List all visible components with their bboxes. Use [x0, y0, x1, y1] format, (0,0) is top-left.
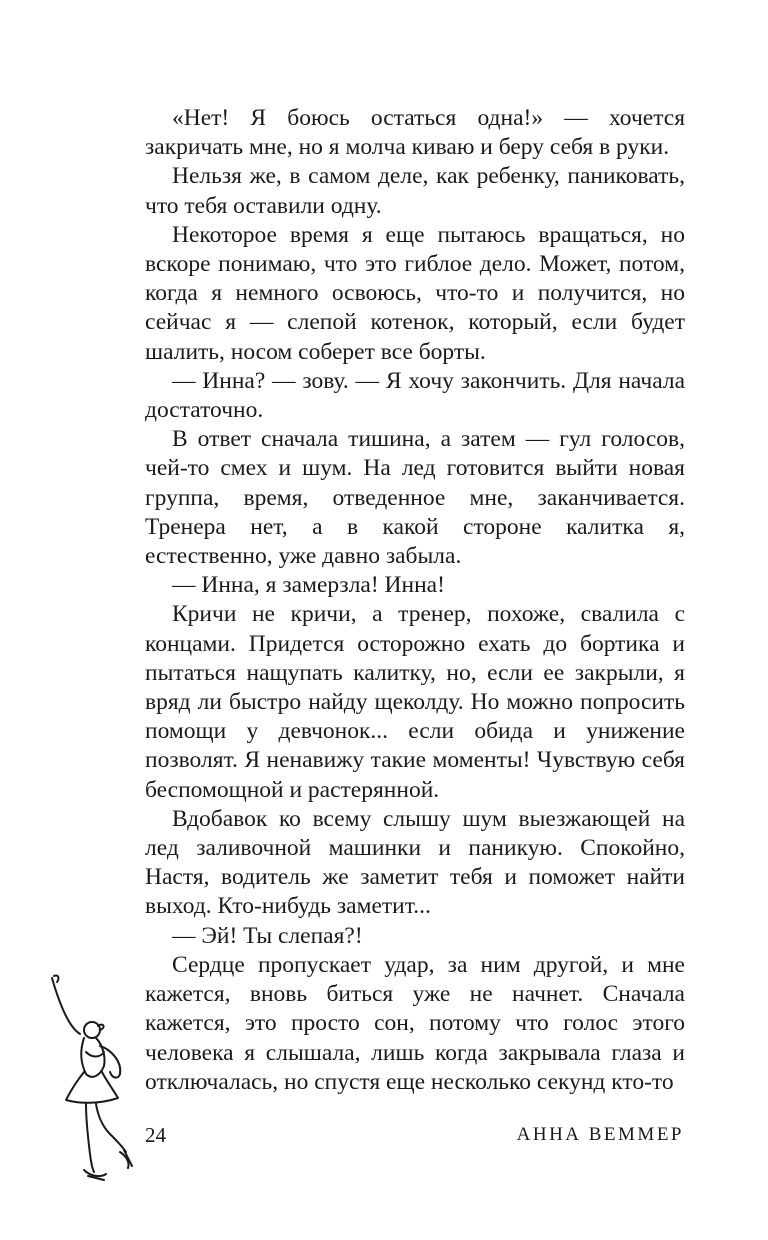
paragraph: В ответ сначала тишина, а затем — гул голосов, чей-то смех и шум. На лед готовится выйти новая группа, время, отведенное мне, заканчивается. Тренера нет, а в какой стороне калитка я, естественно, уже давно забыла.	[145, 426, 685, 570]
page-number: 24	[145, 1123, 166, 1147]
body-text	[145, 104, 685, 1097]
paragraph: Сердце пропускает удар, за ним другой, и мне кажется, вновь биться уже не начнет. Сначала кажется, это просто сон, потому что голос этого человека я слышала, лишь когда закрывала глаза и отключалась, но спустя еще несколько секунд кто-то	[145, 951, 685, 1095]
paragraph: — Инна? — зову. — Я хочу закончить. Для начала достаточно.	[145, 367, 685, 424]
paragraph: Вдобавок ко всему слышу шум выезжающей на лед заливочной машинки и паникую. Спокойно, Настя, водитель же заметит тебя и поможет найти выход. Кто-нибудь заметит...	[145, 805, 685, 920]
paragraph: Кричи не кричи, а тренер, похоже, свалила с концами. Придется осторожно ехать до бортика и пытаться нащупать калитку, но, если ее закрыли, я вряд ли быстро найду щеколду. Но можно попросить помощи у девчонок... если обида и унижение позволят. Я ненавижу такие моменты! Чувствую себя беспомощной и растерянной.	[145, 601, 685, 803]
paragraph: — Инна, я замерзла! Инна!	[172, 572, 445, 599]
paragraph: — Эй! Ты слепая?!	[172, 922, 363, 949]
paragraph: Нельзя же, в самом деле, как ребенку, паниковать, что тебя оставили одну.	[145, 163, 685, 219]
paragraph: Некоторое время я еще пытаюсь вращаться, но вскоре понимаю, что это гиблое дело. Может, потом, когда я немного освоюсь, что-то и получится, но сейчас я — слепой котенок, который, если будет шалить, носом соберет все борты.	[145, 221, 685, 365]
author-name: АННА ВЕММЕР	[516, 1124, 684, 1145]
figure-skater-icon	[40, 970, 135, 1190]
paragraph: «Нет! Я боюсь остаться одна!» — хочется закричать мне, но я молча киваю и беру себя в руки.	[145, 105, 685, 161]
